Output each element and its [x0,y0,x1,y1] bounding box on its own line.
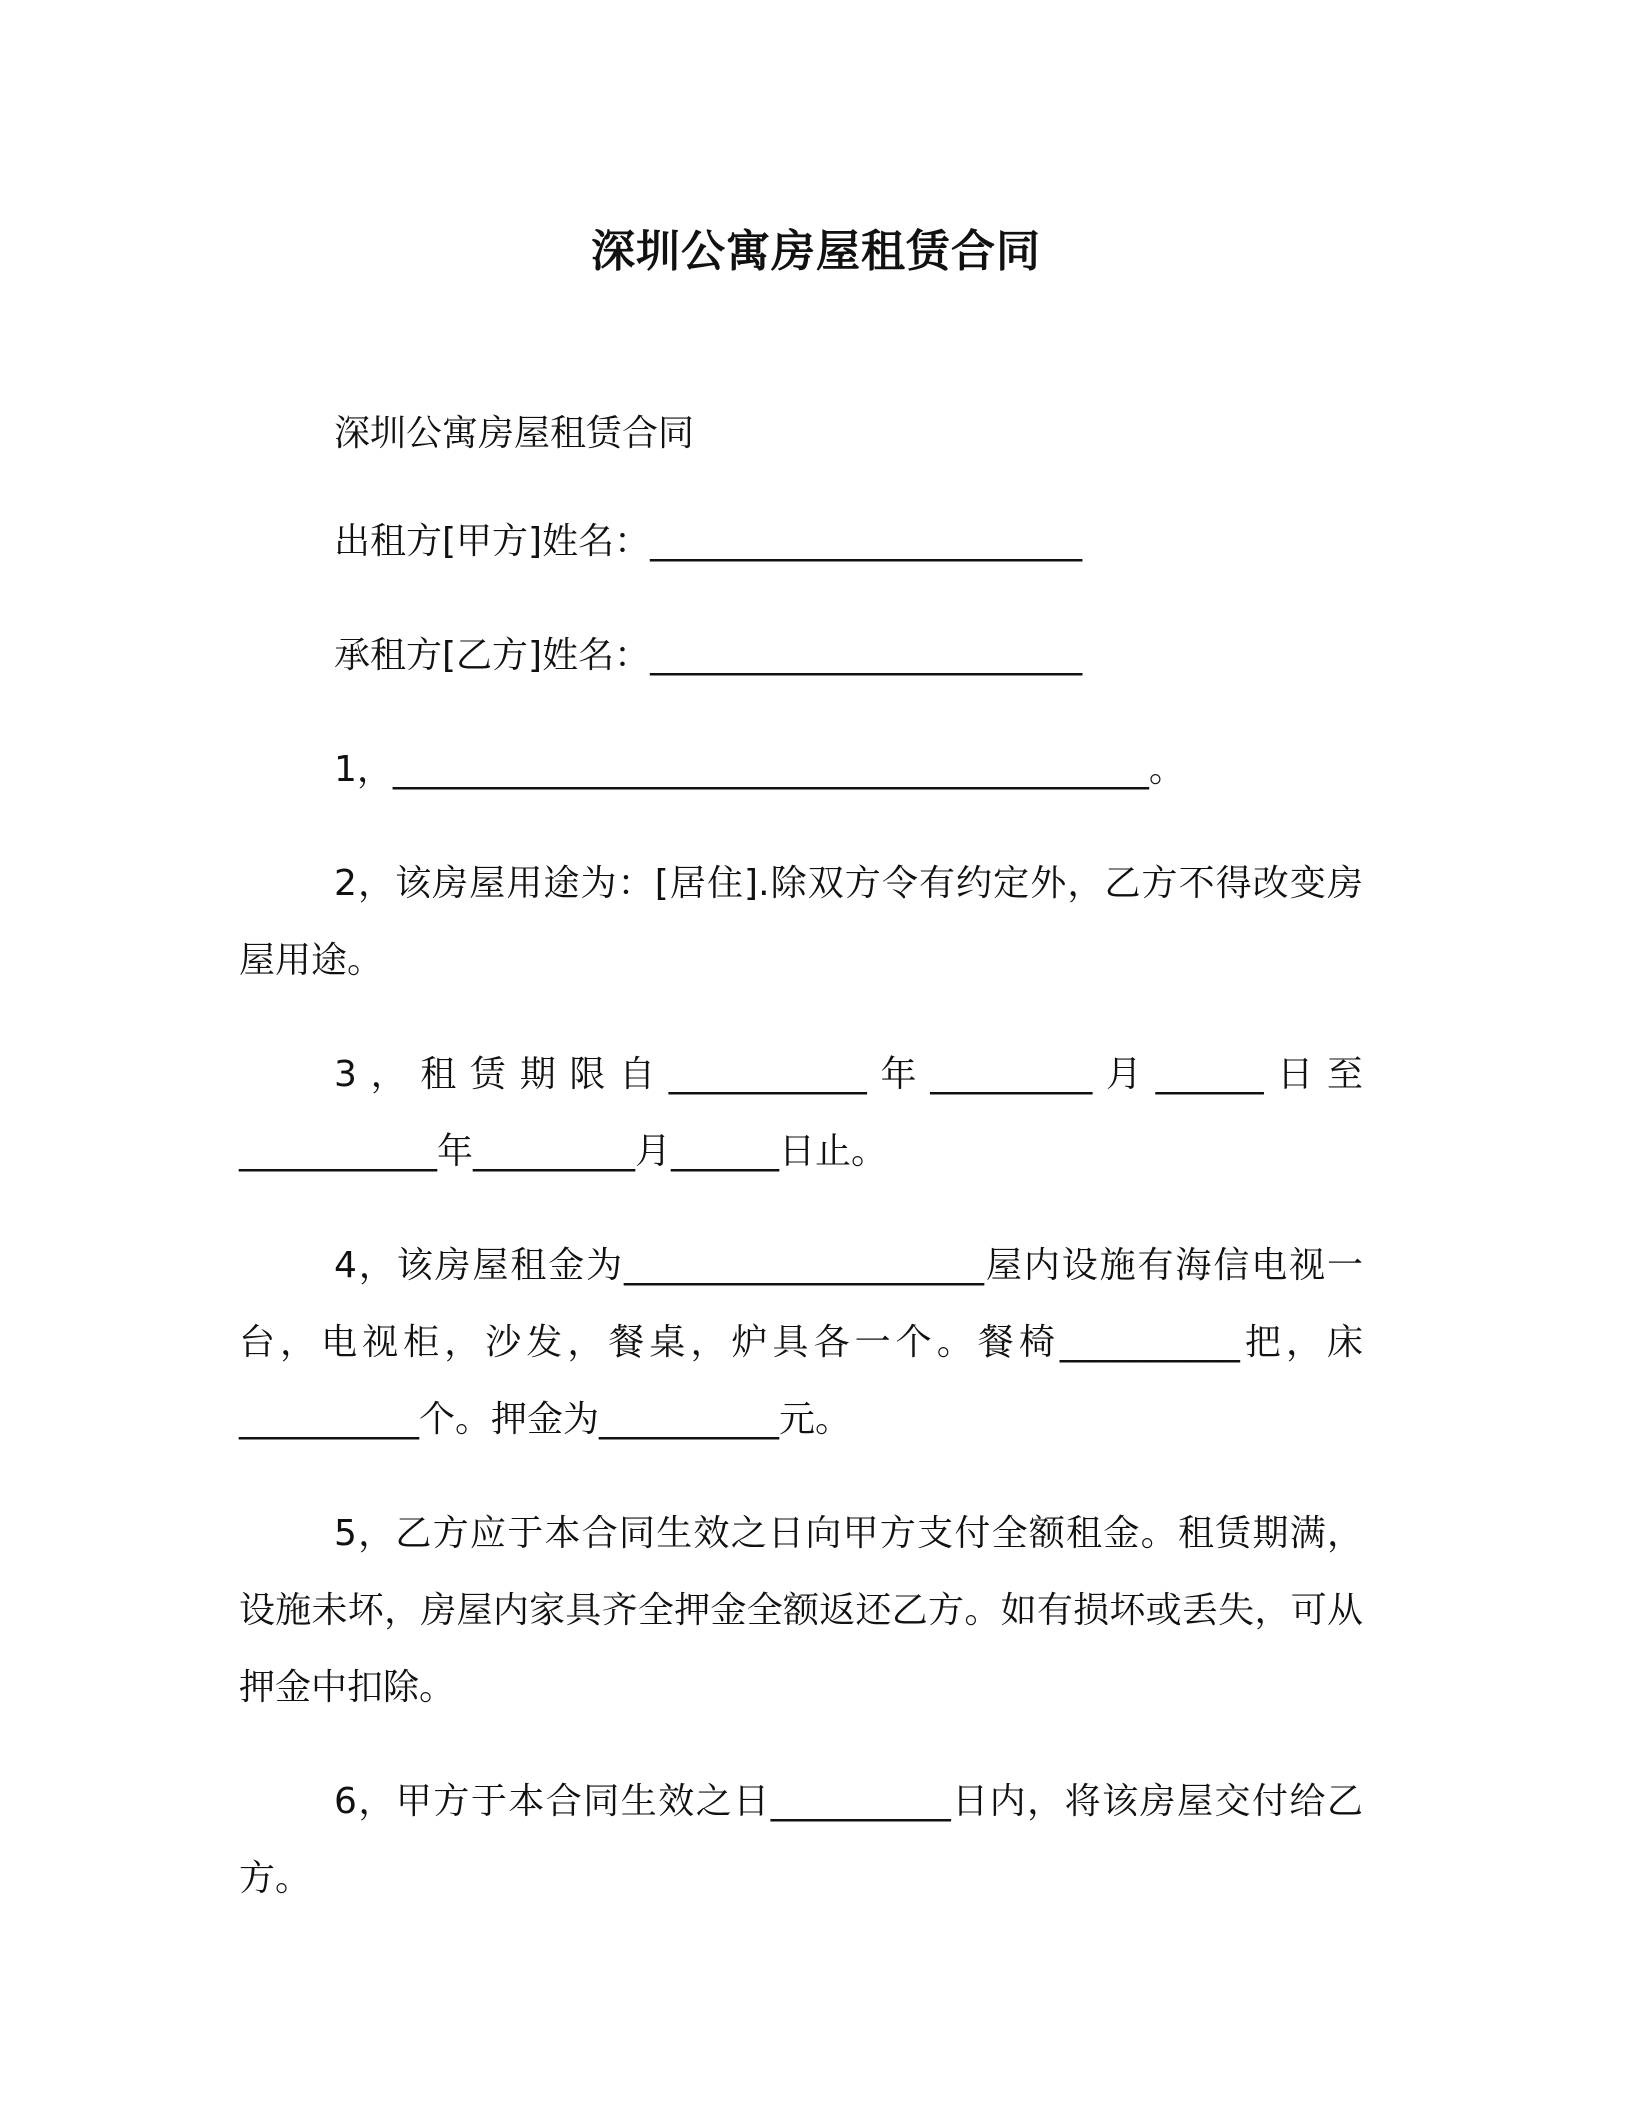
clause-2: 2，该房屋用途为：[居住].除双方令有约定外，乙方不得改变房屋用途。 [239,863,1363,981]
clause-4: 4，该房屋租金为____________________屋内设施有海信电视一台，电视柜，沙发，餐桌，炉具各一个。餐椅__________把，床__________个。押金为__________元。 [239,1245,1363,1440]
contract-subtitle: 深圳公寓房屋租赁合同 [334,413,695,454]
clause-5: 5，乙方应于本合同生效之日向甲方支付全额租金。租赁期满，设施未坏，房屋内家具齐全押金全额返还乙方。如有损坏或丢失，可从押金中扣除。 [239,1513,1363,1708]
document-body [239,395,1363,1954]
clause-1: 1，__________________________________________。 [334,749,1185,790]
lessor-name-line: 出租方[甲方]姓名：________________________ [334,521,1083,562]
clause-3: 3，租赁期限自___________年_________月______日至___________年_________月______日止。 [239,1054,1363,1172]
lessee-name-line: 承租方[乙方]姓名：________________________ [334,635,1083,676]
clause-6: 6，甲方于本合同生效之日__________日内，将该房屋交付给乙方。 [239,1781,1363,1899]
document-title: 深圳公寓房屋租赁合同 [591,226,1041,277]
